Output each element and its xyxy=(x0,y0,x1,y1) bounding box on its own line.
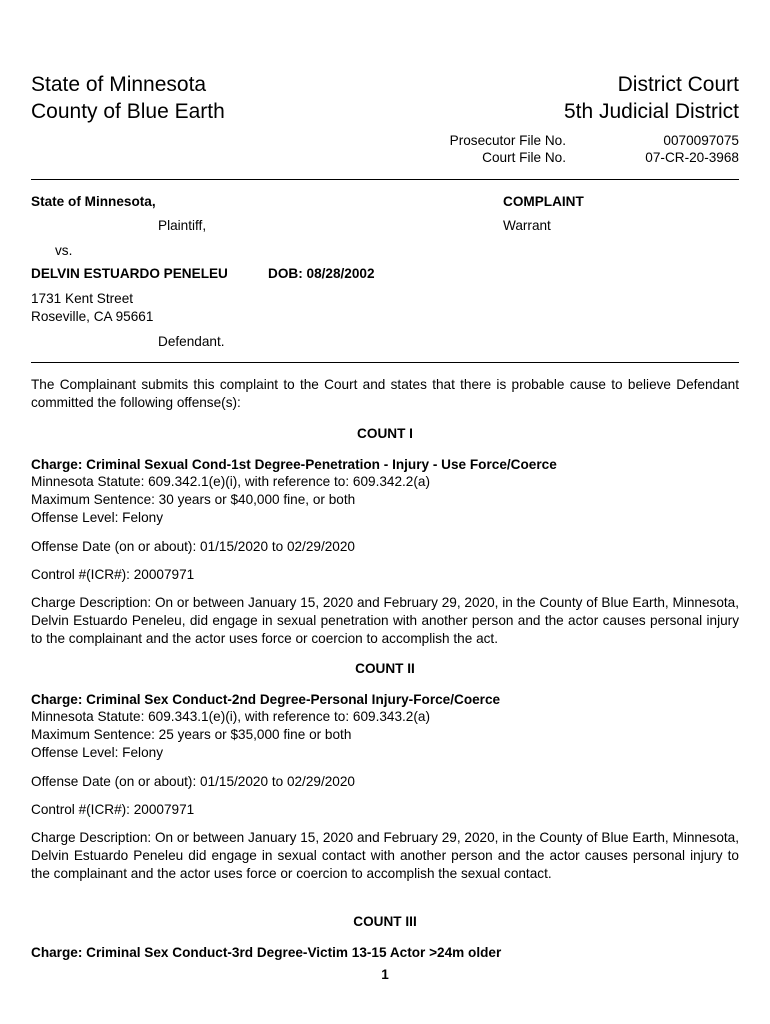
count-heading: COUNT II xyxy=(355,661,415,676)
count-offense-level: Offense Level: Felony xyxy=(31,745,163,760)
page-number: 1 xyxy=(381,967,389,982)
count-charge: Charge: Criminal Sex Conduct-3rd Degree-Victim 13-15 Actor >24m older xyxy=(31,945,502,960)
district-heading: 5th Judicial District xyxy=(563,100,739,123)
defendant-label: Defendant. xyxy=(158,334,225,349)
header-divider xyxy=(31,179,739,180)
defendant-name: DELVIN ESTUARDO PENELEU xyxy=(31,266,228,281)
count-description: Charge Description: On or between January 15, 2020 and February 29, 2020, in the County of Blue Earth, Minnesota, Delvin Estuardo Peneleu, did engage in sexual penetration with another person and the actor causes personal injury to the complainant and the actor uses force or coercion to accomplish the act. xyxy=(31,595,739,646)
defendant-address-line2: Roseville, CA 95661 xyxy=(31,309,154,324)
prosecutor-file-label: Prosecutor File No. xyxy=(449,133,566,148)
count-max-sentence: Maximum Sentence: 30 years or $40,000 fine, or both xyxy=(31,492,356,507)
court-file-number: 07-CR-20-3968 xyxy=(645,150,739,165)
prosecutor-file-number: 0070097075 xyxy=(663,133,739,148)
court-file-label: Court File No. xyxy=(482,150,566,165)
count-charge: Charge: Criminal Sex Conduct-2nd Degree-Personal Injury-Force/Coerce xyxy=(31,692,501,707)
court-heading: District Court xyxy=(617,73,739,96)
defendant-address-line1: 1731 Kent Street xyxy=(31,291,134,306)
document-subtype: Warrant xyxy=(503,218,551,233)
caption-divider xyxy=(31,362,739,363)
count-offense-level: Offense Level: Felony xyxy=(31,510,163,525)
plaintiff-label: Plaintiff, xyxy=(158,218,207,233)
count-description: Charge Description: On or between January 15, 2020 and February 29, 2020, in the County of Blue Earth, Minnesota, Delvin Estuardo Peneleu did engage in sexual contact with another person and the actor causes personal injury to the complainant and the actor uses force or coercion to accomplish the sexual contact. xyxy=(31,830,739,881)
count-heading: COUNT III xyxy=(353,914,417,929)
count-control-number: Control #(ICR#): 20007971 xyxy=(31,802,195,817)
versus-label: vs. xyxy=(55,243,73,258)
count-statute: Minnesota Statute: 609.342.1(e)(i), with reference to: 609.342.2(a) xyxy=(31,474,430,489)
count-control-number: Control #(ICR#): 20007971 xyxy=(31,567,195,582)
count-heading: COUNT I xyxy=(357,426,413,441)
count-max-sentence: Maximum Sentence: 25 years or $35,000 fine or both xyxy=(31,727,352,742)
count-charge: Charge: Criminal Sexual Cond-1st Degree-Penetration - Injury - Use Force/Coerce xyxy=(31,457,557,472)
defendant-dob: DOB: 08/28/2002 xyxy=(268,266,375,281)
intro-paragraph: The Complainant submits this complaint to the Court and states that there is probable cause to believe Defendant committed the following offense(s): xyxy=(31,377,739,410)
document-type: COMPLAINT xyxy=(503,194,584,209)
state-heading: State of Minnesota xyxy=(31,73,207,96)
count-offense-date: Offense Date (on or about): 01/15/2020 to 02/29/2020 xyxy=(31,774,355,789)
count-statute: Minnesota Statute: 609.343.1(e)(i), with reference to: 609.343.2(a) xyxy=(31,709,430,724)
county-heading: County of Blue Earth xyxy=(31,100,225,123)
count-offense-date: Offense Date (on or about): 01/15/2020 to 02/29/2020 xyxy=(31,539,355,554)
plaintiff-name: State of Minnesota, xyxy=(31,194,156,209)
